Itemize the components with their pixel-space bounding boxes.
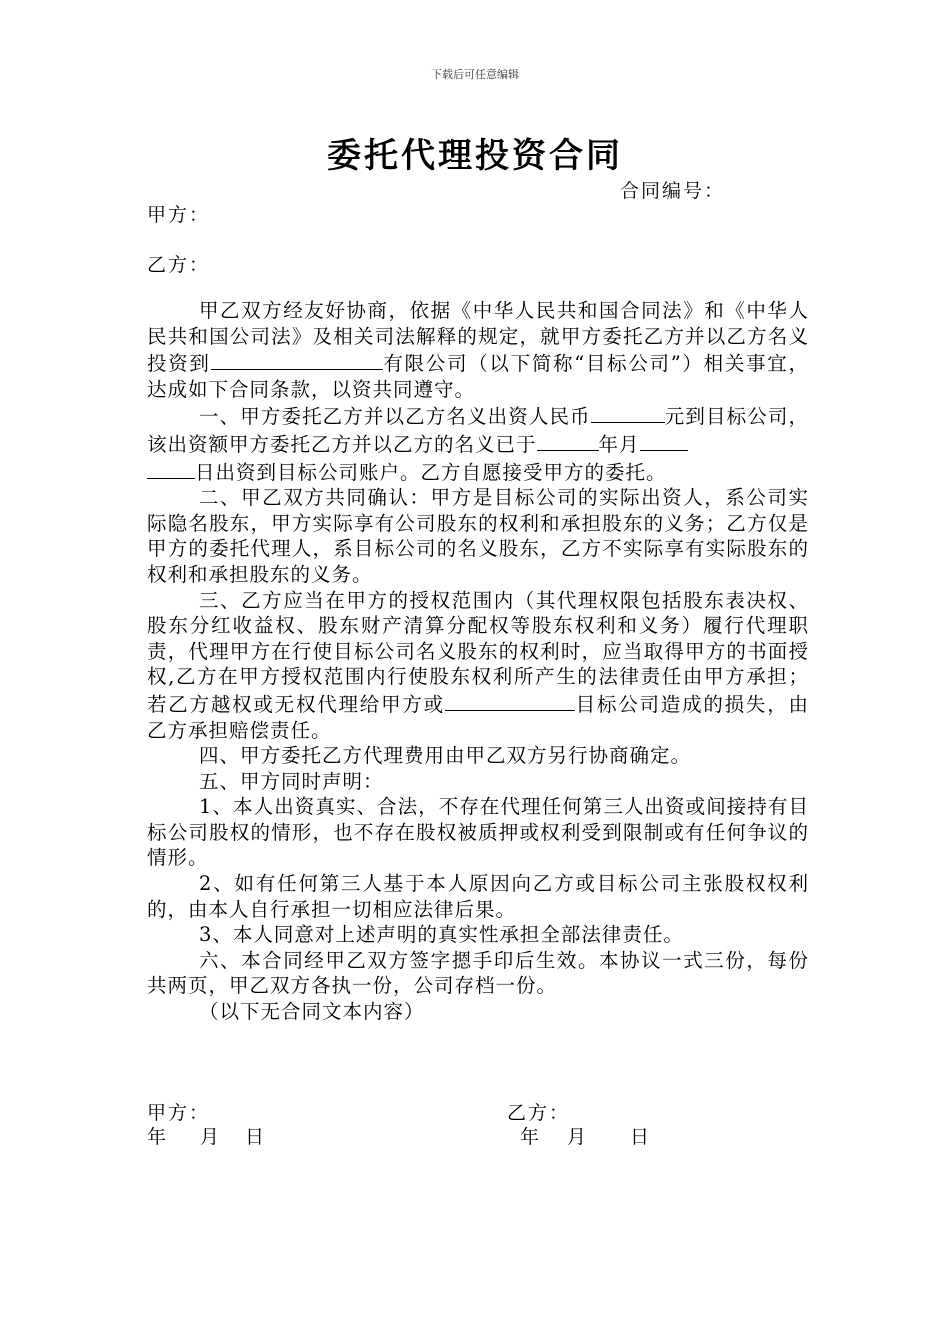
intro-text-1: 甲乙双方经友好协商，依据《中华人民共和国合同法》和《中华人民共和国公司法》及相关司法解释的规定，就甲方委托乙方并以乙方名义投资到 <box>147 299 809 376</box>
signature-party-a: 甲方： <box>147 1102 211 1124</box>
clause-1 <box>147 402 809 485</box>
clause-1-text-2: 元到目标公司，该出资额甲方委托乙方并以乙方的名义已于 <box>147 405 809 456</box>
page-title: 委托代理投资合同 <box>327 136 623 176</box>
end-note: （以下无合同文本内容） <box>199 1000 425 1024</box>
party-blank[interactable] <box>445 690 575 711</box>
signature-date-a <box>147 1122 447 1148</box>
year-blank[interactable] <box>537 430 599 451</box>
clause-1-text-3: 年月 <box>598 432 640 456</box>
contract-number-label: 合同编号： <box>620 180 726 202</box>
clause-3 <box>147 588 809 744</box>
signature-party-b: 乙方： <box>507 1102 571 1124</box>
day-blank[interactable] <box>147 458 195 479</box>
clause-1-text-4: 日出资到目标公司账户。乙方自愿接受甲方的委托。 <box>195 460 667 484</box>
clause-3-text-1: 三、乙方应当在甲方的授权范围内（其代理权限包括股东表决权、股东分红收益权、股东财产清算分配权等股东权利和义务）履行代理职责，代理甲方在行使目标公司名义股东的权利时，应当取得甲方的书面授权,乙方在甲方授权范围内行使股东权利所产生的法律责任由甲方承担；若乙方越权或无权代理给甲方或 <box>147 588 809 716</box>
month-blank[interactable] <box>640 430 688 451</box>
declaration-3: 3、本人同意对上述声明的真实性承担全部法律责任。 <box>199 923 684 947</box>
declaration-2: 2、如有任何第三人基于本人原因向乙方或目标公司主张股权权利的，由本人自行承担一切相应法律后果。 <box>147 872 809 921</box>
declaration-1: 1、本人出资真实、合法，不存在代理任何第三人出资或间接持有目标公司股权的情形，也不存在股权被质押或权利受到限制或有任何争议的情形。 <box>147 795 809 870</box>
intro-paragraph <box>147 298 809 402</box>
clause-6: 六、本合同经甲乙双方签字摁手印后生效。本协议一式三份，每份共两页，甲乙双方各执一份，公司存档一份。 <box>147 948 809 998</box>
date-b-year: 年 <box>520 1126 540 1148</box>
party-b-label: 乙方： <box>147 254 211 276</box>
company-name-blank[interactable] <box>211 349 383 370</box>
clause-5: 五、甲方同时声明： <box>199 769 384 793</box>
amount-blank[interactable] <box>591 402 665 423</box>
clause-2: 二、甲乙双方共同确认：甲方是目标公司的实际出资人，系公司实际隐名股东，甲方实际享有公司股东的权利和承担股东的义务；乙方仅是甲方的委托代理人，系目标公司的名义股东，乙方不实际享有实际股东的权利和承担股东的义务。 <box>147 486 809 586</box>
date-b-month: 月 <box>567 1126 587 1148</box>
header-note: 下载后可任意编辑 <box>431 68 519 81</box>
intro-text-2: 有限公司（以下简称“目标公司”）相关事宜，达成如下合同条款，以资共同遵守。 <box>147 352 809 401</box>
clause-4: 四、甲方委托乙方代理费用由甲乙双方另行协商确定。 <box>199 744 692 768</box>
date-a-day: 日 <box>245 1126 265 1148</box>
clause-3-text-2: 目标公司造成的损失，由乙方承担赔偿责任。 <box>147 692 809 742</box>
clause-1-text-1: 一、甲方委托乙方并以乙方名义出资人民币 <box>199 405 591 429</box>
date-a-month: 月 <box>200 1126 220 1148</box>
date-b-day: 日 <box>630 1126 650 1148</box>
date-a-year: 年 <box>147 1126 167 1148</box>
party-a-label: 甲方： <box>147 204 211 226</box>
contract-body <box>147 298 809 1025</box>
signature-date-b <box>520 1122 820 1148</box>
